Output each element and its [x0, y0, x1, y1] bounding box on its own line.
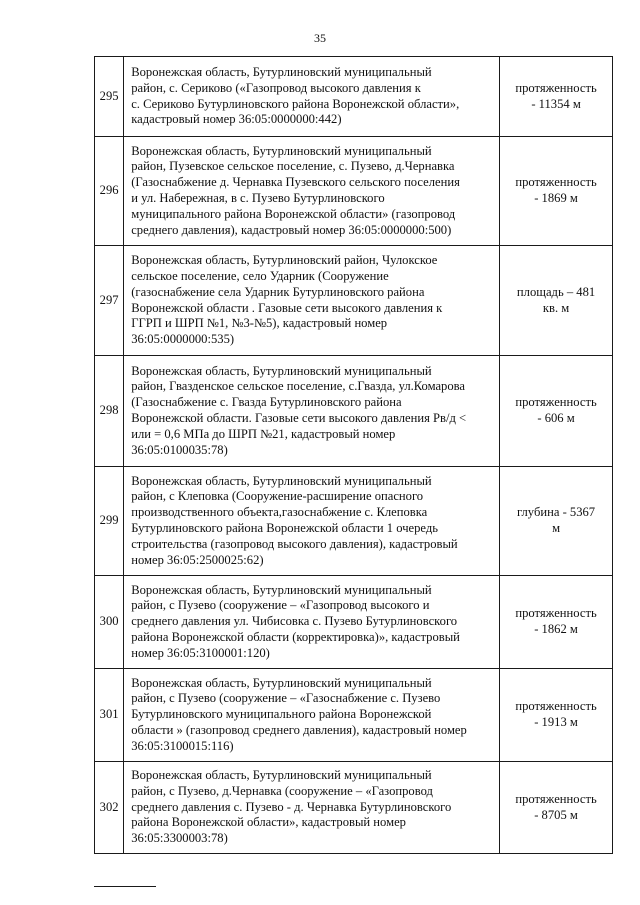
description-line: (Газоснабжение д. Чернавка Пузевского сельского поселения [131, 175, 460, 190]
description-line: Воронежская область, Бутурлиновский муниципальный [131, 64, 432, 79]
description-line: номер 36:05:3100001:120) [131, 645, 270, 660]
description-line: 36:05:3100015:116) [131, 738, 234, 753]
description-line: Воронежской области . Газовые сети высокого давления к [131, 300, 443, 315]
measure-line: м [552, 521, 561, 535]
row-number: 302 [95, 762, 124, 854]
measure-line: кв. м [542, 300, 570, 315]
object-measure [500, 356, 613, 467]
table-row [95, 246, 613, 356]
table-row [95, 356, 613, 467]
object-measure [500, 137, 613, 246]
object-description [124, 356, 500, 467]
measure-line: - 606 м [537, 411, 575, 425]
description-line: среднего давления с. Пузево - д. Чернавка Бутурлиновского [131, 799, 452, 814]
measure-line: площадь – 481 [516, 284, 596, 299]
description-line: Бутурлиновского района Воронежской области 1 очередь [131, 521, 438, 535]
description-line: Воронежская область, Бутурлиновский муниципальный [131, 363, 432, 378]
object-description [124, 467, 500, 576]
description-line: 36:05:0100035:78) [131, 442, 228, 457]
measure-line: протяженность [515, 80, 597, 95]
description-line: с. Сериково Бутурлиновского района Воронежской области», [131, 96, 460, 111]
object-description [124, 669, 500, 762]
description-line: (Газоснабжение с. Гвазда Бутурлиновского района [131, 395, 402, 410]
row-number: 301 [95, 669, 124, 762]
object-description [124, 57, 500, 137]
table-row [95, 576, 613, 669]
description-line: район, с. Сериково («Газопровод высокого давления к [131, 80, 421, 95]
description-line: район, с Пузево (сооружение – «Газоснабжение с. Пузево [131, 691, 441, 706]
table-row [95, 137, 613, 246]
description-line: район, с Пузево, д.Чернавка (сооружение – «Газопровод [131, 783, 433, 798]
description-line: района Воронежской области», кадастровый номер [131, 815, 406, 830]
description-line: Воронежская область, Бутурлиновский муниципальный [131, 143, 432, 158]
description-line: 36:05:3300003:78) [131, 831, 228, 846]
description-line: Воронежская область, Бутурлиновский муниципальный [131, 768, 432, 782]
description-line: среднего давления ул. Чибисовка с. Пузево Бутурлиновского [131, 614, 458, 629]
description-line: кадастровый номер 36:05:0000000:442) [131, 112, 342, 127]
description-line: номер 36:05:2500025:62) [131, 552, 264, 567]
description-line: район, Пузевское сельское поселение, с. Пузево, д.Чернавка [131, 159, 455, 174]
measure-line: - 8705 м [534, 807, 578, 822]
object-description [124, 137, 500, 246]
registry-table-body [95, 57, 613, 854]
measure-line: протяженность [515, 791, 597, 806]
description-line: среднего давления), кадастровый номер 36:05:0000000:500) [131, 222, 452, 237]
row-number: 295 [95, 57, 124, 137]
measure-line: - 11354 м [531, 96, 581, 111]
object-description [124, 762, 500, 854]
description-line: строительства (газопровод высокого давления), кадастровый [131, 536, 458, 551]
description-line: и ул. Набережная, в с. Пузево Бутурлиновского [131, 191, 385, 205]
object-measure [500, 576, 613, 669]
footnote-rule [94, 886, 156, 887]
measure-line: - 1862 м [534, 622, 578, 636]
description-line: ГГРП и ШРП №1, №3-№5), кадастровый номер [131, 316, 388, 331]
row-number: 300 [95, 576, 124, 669]
description-line: муниципального района Воронежской области» (газопровод [131, 206, 456, 221]
description-line: Бутурлиновского муниципального района Воронежской [131, 707, 432, 722]
registry-table [94, 56, 613, 854]
object-description [124, 576, 500, 669]
description-line: район, Гвазденское сельское поселение, с.Гвазда, ул.Комарова [131, 379, 466, 394]
description-line: (газоснабжение села Ударник Бутурлиновского района [131, 284, 425, 299]
description-line: Воронежская область, Бутурлиновский район, Чулокское [131, 253, 438, 268]
description-line: района Воронежской области (корректировка)», кадастровый [131, 629, 460, 644]
table-row [95, 467, 613, 576]
object-measure [500, 57, 613, 137]
table-row [95, 57, 613, 137]
table-row [95, 669, 613, 762]
table-row [95, 762, 613, 854]
description-line: Воронежская область, Бутурлиновский муниципальный [131, 473, 432, 488]
description-line: сельское поселение, село Ударник (Сооружение [131, 268, 389, 283]
object-measure [500, 467, 613, 576]
row-number: 298 [95, 356, 124, 467]
page-number: 35 [314, 31, 326, 45]
description-line: производственного объекта,газоснабжение с. Клеповка [131, 505, 428, 520]
object-description [124, 246, 500, 356]
measure-line: протяженность [515, 395, 597, 410]
object-measure [500, 762, 613, 854]
description-line: или = 0,6 МПа до ШРП №21, кадастровый номер [131, 426, 396, 441]
object-measure [500, 669, 613, 762]
measure-line: - 1869 м [534, 191, 578, 205]
description-line: области » (газопровод среднего давления), кадастровый номер [131, 722, 467, 737]
description-line: Воронежская область, Бутурлиновский муниципальный [131, 582, 432, 597]
description-line: район, с Клеповка (Сооружение-расширение опасного [131, 489, 424, 504]
row-number: 297 [95, 246, 124, 356]
measure-line: глубина - 5367 [517, 505, 596, 520]
object-measure [500, 246, 613, 356]
row-number: 299 [95, 467, 124, 576]
description-line: Воронежской области. Газовые сети высокого давления Рв/д < [131, 411, 467, 425]
description-line: район, с Пузево (сооружение – «Газопровод высокого и [131, 598, 430, 613]
row-number: 296 [95, 137, 124, 246]
measure-line: протяженность [515, 606, 597, 621]
measure-line: протяженность [515, 699, 597, 714]
measure-line: протяженность [515, 175, 597, 190]
description-line: Воронежская область, Бутурлиновский муниципальный [131, 675, 432, 690]
description-line: 36:05:0000000:535) [131, 332, 235, 347]
measure-line: - 1913 м [534, 715, 578, 729]
